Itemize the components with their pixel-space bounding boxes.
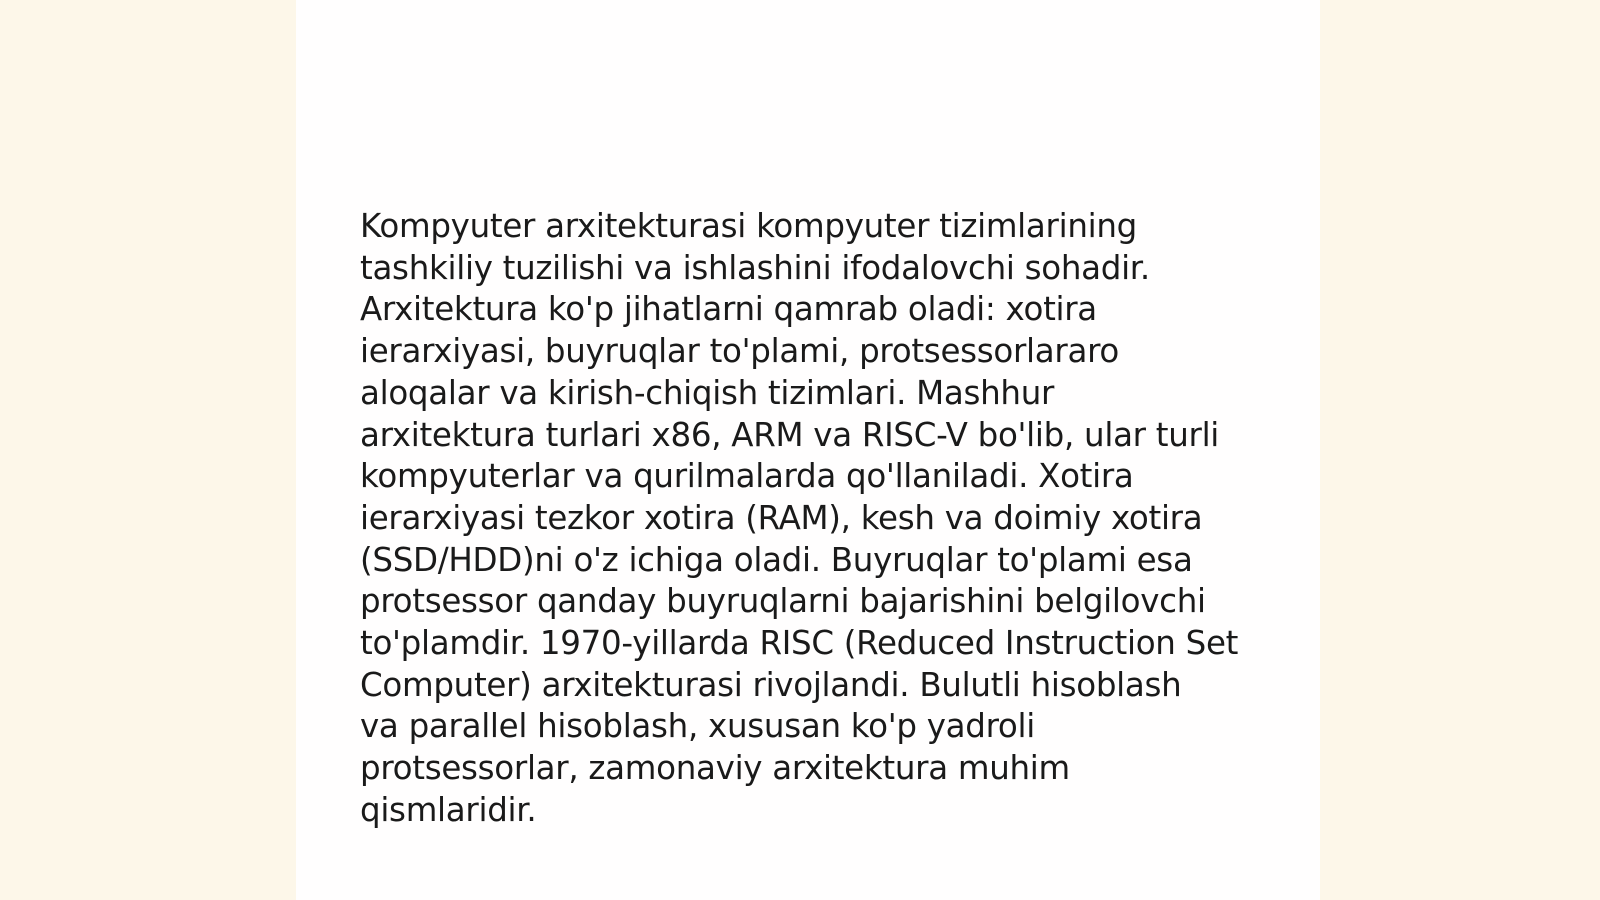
text-line: Kompyuter arxitekturasi kompyuter tizimlarining [360,207,1137,245]
text-line: Computer) arxitekturasi rivojlandi. Bulutli hisoblash [360,665,1182,704]
text-line: qismlaridir. [360,790,537,829]
text-line: to'plamdir. 1970-yillarda RISC (Reduced Instruction Set [360,624,1239,663]
text-line: protsessor qanday buyruqlarni bajarishini belgilovchi [360,582,1206,621]
text-line: aloqalar va kirish-chiqish tizimlari. Mashhur [360,373,1055,412]
text-line: (SSD/HDD)ni o'z ichiga oladi. Buyruqlar to'plami esa [360,540,1193,579]
text-line: arxitektura turlari x86, ARM va RISC-V bo'lib, ular turli [360,415,1220,454]
document-page [296,0,1320,900]
text-line: va parallel hisoblash, xususan ko'p yadroli [360,707,1035,746]
text-line: ierarxiyasi tezkor xotira (RAM), kesh va doimiy xotira [360,498,1203,537]
body-paragraph [360,206,1260,832]
text-line: Arxitektura ko'p jihatlarni qamrab oladi: xotira [360,290,1097,329]
text-line: protsessorlar, zamonaviy arxitektura muhim [360,749,1070,788]
text-line: kompyuterlar va qurilmalarda qo'llaniladi. Xotira [360,457,1134,496]
text-line: tashkiliy tuzilishi va ishlashini ifodalovchi sohadir. [360,248,1150,287]
text-line: ierarxiyasi, buyruqlar to'plami, protsessorlararo [360,332,1120,371]
